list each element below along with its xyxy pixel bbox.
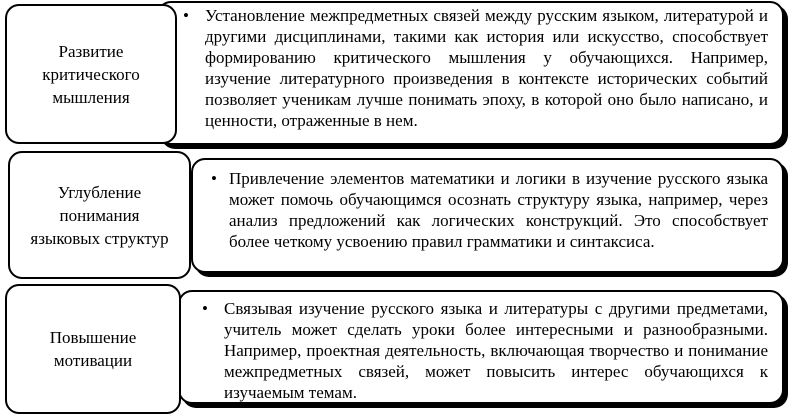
- label-line: языковых структур: [30, 228, 169, 248]
- bullet-icon: •: [183, 6, 189, 25]
- label-line: критического: [42, 64, 140, 84]
- description-text: Привлечение элементов математики и логики в изучение русского языка может помочь обучающимся осознать структуру языка, например, через анализ предложений как логических конструкций. Это способствует более четкому усвоению правил грамматики и синтаксиса.: [229, 169, 768, 251]
- label-line: понимания: [59, 205, 140, 225]
- description-box-language-structures: [191, 158, 784, 273]
- description-text: Связывая изучение русского языка и литературы с другими предметами, учитель может сделать уроки более интересными и разнообразными. Например, проектная деятельность, включающая творчество и понимание межпредметных связей, может повысить интерес обучающихся к изучаемым темам.: [224, 299, 768, 402]
- label-line: мышления: [52, 87, 130, 107]
- label-line: Развитие: [58, 41, 124, 61]
- description-box-motivation: [178, 290, 784, 404]
- bullet-icon: •: [211, 169, 217, 188]
- label-box-motivation: [5, 284, 181, 414]
- label-box-critical-thinking: [5, 4, 177, 144]
- label-line: Углубление: [57, 182, 142, 202]
- label-box-language-structures: [8, 151, 191, 279]
- description-text: Установление межпредметных связей между русским языком, литературой и другими дисциплинами, такими как история или искусство, способствует формированию критического мышления у обучающихся. Например, изучение литературного произведения в контексте исторических событий позволяет ученикам лучше понимать эпоху, в которой оно было написано, и ценности, отраженные в нем.: [205, 6, 768, 130]
- label-line: мотивации: [53, 351, 133, 370]
- label-line: Повышение: [49, 328, 137, 347]
- bullet-icon: •: [202, 299, 208, 318]
- description-box-critical-thinking: [157, 1, 784, 145]
